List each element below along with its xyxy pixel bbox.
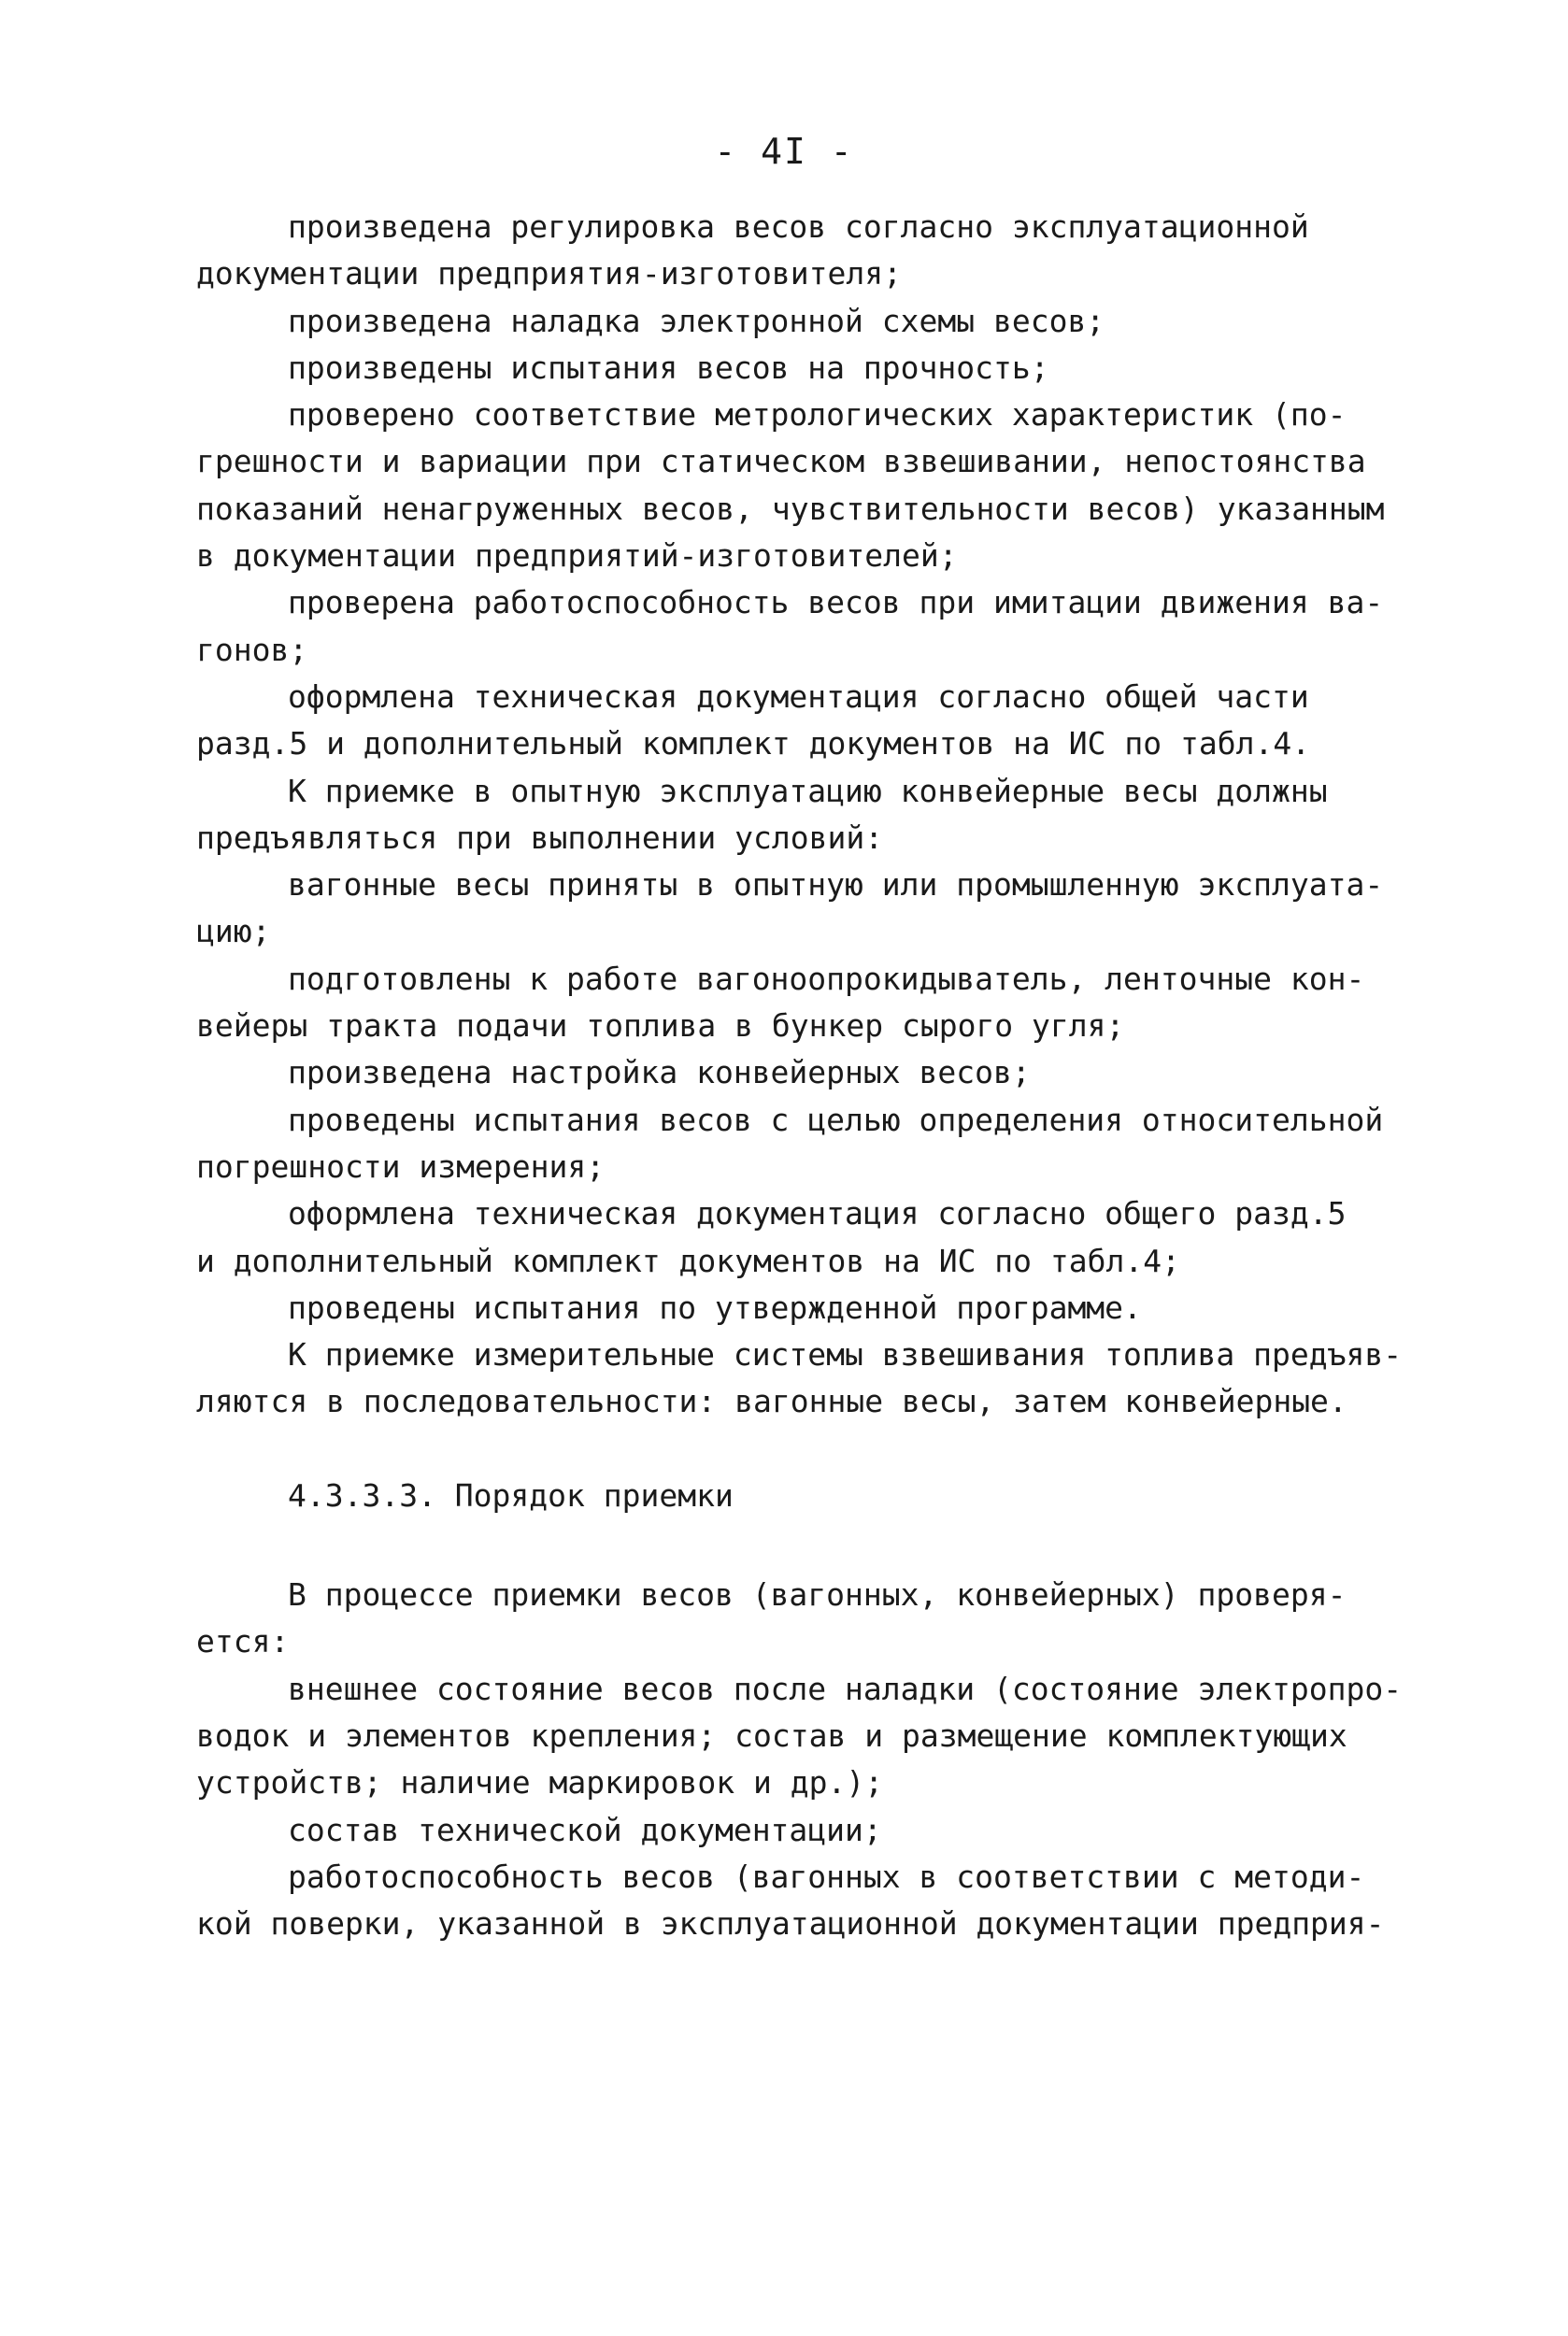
- text-line: разд.5 и дополнительный комплект документов на ИС по табл.4.: [196, 725, 1311, 762]
- text-line: В процессе приемки весов (вагонных, конвейерных) проверя-: [288, 1576, 1347, 1614]
- section-heading: 4.3.3.3. Порядок приемки: [288, 1476, 734, 1514]
- text-line: проверена работоспособность весов при имитации движения ва-: [288, 584, 1384, 621]
- text-line: произведена наладка электронной схемы весов;: [288, 302, 1105, 339]
- text-line: К приемке измерительные системы взвешивания топлива предъяв-: [288, 1336, 1403, 1374]
- text-line: погрешности измерения;: [196, 1147, 606, 1185]
- text-line: ется:: [196, 1623, 290, 1660]
- text-line: произведены испытания весов на прочность;: [288, 349, 1049, 386]
- text-line: проведены испытания по утвержденной программе.: [288, 1289, 1142, 1326]
- text-line: произведена настройка конвейерных весов;: [288, 1054, 1031, 1091]
- body-text: [196, 204, 1402, 1947]
- page-number: - 4I -: [714, 131, 854, 172]
- text-line: произведена регулировка весов согласно эксплуатационной: [288, 208, 1309, 245]
- text-line: и дополнительный комплект документов на ИС по табл.4;: [196, 1242, 1180, 1279]
- text-line: внешнее состояние весов после наладки (состояние электропро-: [288, 1670, 1403, 1707]
- text-line: цию;: [196, 913, 271, 950]
- text-line: состав технической документации;: [288, 1811, 882, 1848]
- text-line: устройств; наличие маркировок и др.);: [196, 1764, 884, 1802]
- text-line: водок и элементов крепления; состав и размещение комплектующих: [196, 1716, 1347, 1754]
- text-line: показаний ненагруженных весов, чувствительности весов) указанным: [196, 490, 1385, 527]
- text-line: вагонные весы приняты в опытную или промышленную эксплуата-: [288, 866, 1384, 904]
- text-line: грешности и вариации при статическом взвешивании, непостоянства: [196, 443, 1366, 480]
- spacer: [196, 1519, 1402, 1572]
- text-line: кой поверки, указанной в эксплуатационной документации предприя-: [196, 1905, 1385, 1943]
- text-line: работоспособность весов (вагонных в соответствии с методи-: [288, 1858, 1365, 1895]
- text-line: гонов;: [196, 631, 308, 668]
- text-line: предъявляться при выполнении условий:: [196, 819, 884, 856]
- text-line: вейеры тракта подачи топлива в бункер сырого угля;: [196, 1007, 1125, 1045]
- text-line: К приемке в опытную эксплуатацию конвейерные весы должны: [288, 772, 1328, 809]
- text-line: ляются в последовательности: вагонные весы, затем конвейерные.: [196, 1383, 1347, 1420]
- text-line: в документации предприятий-изготовителей;: [196, 537, 958, 575]
- text-line: оформлена техническая документация согласно общего разд.5: [288, 1195, 1347, 1232]
- spacer: [196, 1426, 1402, 1473]
- text-line: подготовлены к работе вагоноопрокидыватель, ленточные кон-: [288, 960, 1365, 997]
- text-line: документации предприятия-изготовителя;: [196, 255, 902, 292]
- text-line: оформлена техническая документация согласно общей части: [288, 677, 1309, 715]
- text-line: проведены испытания весов с целью определения относительной: [288, 1101, 1384, 1138]
- text-line: проверено соответствие метрологических характеристик (по-: [288, 396, 1347, 434]
